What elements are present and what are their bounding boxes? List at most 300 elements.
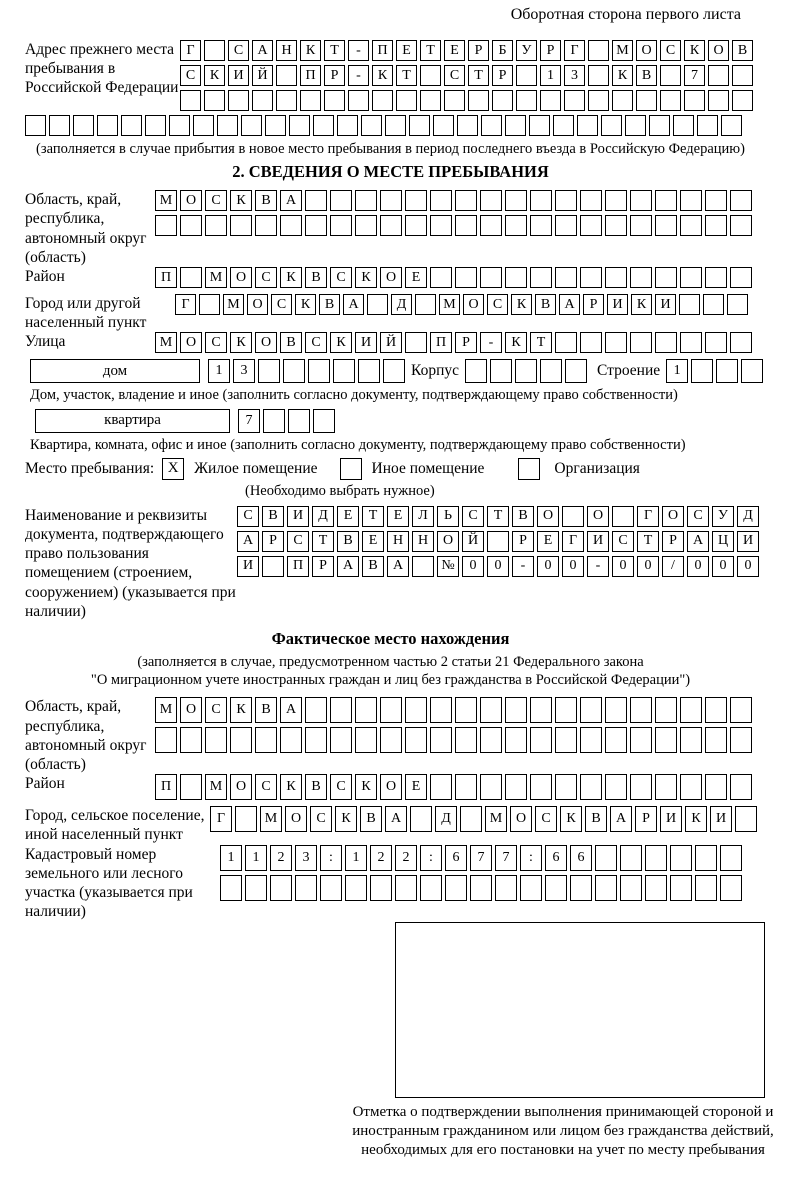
char-cell[interactable]: П <box>430 332 452 353</box>
char-cell[interactable] <box>280 727 302 753</box>
char-cell[interactable] <box>415 294 436 315</box>
char-cell[interactable]: 1 <box>208 359 230 383</box>
char-cell[interactable] <box>460 806 482 832</box>
char-cell[interactable] <box>420 65 441 86</box>
char-cell[interactable] <box>612 90 633 111</box>
char-cell[interactable]: О <box>437 531 459 552</box>
char-cell[interactable] <box>529 115 550 136</box>
char-cell[interactable]: О <box>255 332 277 353</box>
char-cell[interactable] <box>620 875 642 901</box>
char-cell[interactable]: О <box>708 40 729 61</box>
char-cell[interactable]: К <box>631 294 652 315</box>
char-cell[interactable]: О <box>180 332 202 353</box>
char-cell[interactable] <box>25 115 46 136</box>
char-cell[interactable]: С <box>487 294 508 315</box>
char-cell[interactable] <box>228 90 249 111</box>
house-field-box[interactable]: дом <box>30 359 200 383</box>
char-cell[interactable] <box>420 875 442 901</box>
char-cell[interactable] <box>355 697 377 723</box>
char-cell[interactable]: 3 <box>295 845 317 871</box>
char-cell[interactable]: О <box>180 697 202 723</box>
char-cell[interactable] <box>555 727 577 753</box>
char-cell[interactable] <box>660 65 681 86</box>
char-cell[interactable] <box>655 215 677 236</box>
char-cell[interactable]: С <box>205 697 227 723</box>
char-cell[interactable] <box>385 115 406 136</box>
char-cell[interactable] <box>348 90 369 111</box>
char-cell[interactable]: И <box>228 65 249 86</box>
char-cell[interactable] <box>288 409 310 433</box>
char-cell[interactable]: Р <box>583 294 604 315</box>
char-cell[interactable]: К <box>685 806 707 832</box>
char-cell[interactable] <box>255 727 277 753</box>
char-cell[interactable]: И <box>660 806 682 832</box>
char-cell[interactable] <box>555 215 577 236</box>
char-cell[interactable] <box>395 875 417 901</box>
char-cell[interactable]: М <box>439 294 460 315</box>
char-cell[interactable]: О <box>230 774 252 800</box>
char-cell[interactable]: 1 <box>540 65 561 86</box>
char-cell[interactable]: М <box>205 267 227 288</box>
char-cell[interactable] <box>553 115 574 136</box>
char-cell[interactable] <box>235 806 257 832</box>
char-cell[interactable] <box>383 359 405 383</box>
char-cell[interactable] <box>680 190 702 211</box>
char-cell[interactable]: И <box>607 294 628 315</box>
char-cell[interactable] <box>430 190 452 211</box>
char-cell[interactable] <box>580 774 602 800</box>
char-cell[interactable] <box>405 215 427 236</box>
char-cell[interactable] <box>405 697 427 723</box>
char-cell[interactable]: О <box>463 294 484 315</box>
char-cell[interactable] <box>680 267 702 288</box>
char-cell[interactable] <box>695 845 717 871</box>
char-cell[interactable]: С <box>660 40 681 61</box>
char-cell[interactable] <box>595 845 617 871</box>
char-cell[interactable]: Е <box>405 774 427 800</box>
char-cell[interactable] <box>330 190 352 211</box>
char-cell[interactable]: С <box>255 774 277 800</box>
char-cell[interactable]: К <box>372 65 393 86</box>
char-cell[interactable] <box>396 90 417 111</box>
char-cell[interactable] <box>324 90 345 111</box>
char-cell[interactable] <box>330 215 352 236</box>
char-cell[interactable]: : <box>420 845 442 871</box>
char-cell[interactable] <box>480 190 502 211</box>
char-cell[interactable]: / <box>662 556 684 577</box>
char-cell[interactable] <box>465 359 487 383</box>
char-cell[interactable]: Р <box>540 40 561 61</box>
char-cell[interactable] <box>505 215 527 236</box>
char-cell[interactable]: 2 <box>370 845 392 871</box>
char-cell[interactable]: 7 <box>684 65 705 86</box>
char-cell[interactable] <box>430 267 452 288</box>
char-cell[interactable] <box>410 806 432 832</box>
char-cell[interactable]: О <box>285 806 307 832</box>
char-cell[interactable] <box>330 727 352 753</box>
char-cell[interactable] <box>481 115 502 136</box>
char-cell[interactable] <box>305 727 327 753</box>
char-cell[interactable] <box>480 215 502 236</box>
char-cell[interactable]: К <box>355 774 377 800</box>
char-cell[interactable] <box>645 875 667 901</box>
char-cell[interactable] <box>480 774 502 800</box>
char-cell[interactable]: Р <box>455 332 477 353</box>
char-cell[interactable] <box>580 332 602 353</box>
char-cell[interactable]: С <box>535 806 557 832</box>
char-cell[interactable] <box>695 875 717 901</box>
char-cell[interactable]: А <box>337 556 359 577</box>
char-cell[interactable]: Е <box>362 531 384 552</box>
char-cell[interactable] <box>445 875 467 901</box>
char-cell[interactable]: В <box>337 531 359 552</box>
char-cell[interactable] <box>588 65 609 86</box>
char-cell[interactable]: С <box>462 506 484 527</box>
char-cell[interactable]: О <box>662 506 684 527</box>
char-cell[interactable] <box>255 215 277 236</box>
char-cell[interactable] <box>180 267 202 288</box>
char-cell[interactable] <box>289 115 310 136</box>
char-cell[interactable] <box>405 727 427 753</box>
char-cell[interactable]: К <box>295 294 316 315</box>
char-cell[interactable] <box>367 294 388 315</box>
char-cell[interactable]: И <box>737 531 759 552</box>
char-cell[interactable]: В <box>512 506 534 527</box>
char-cell[interactable] <box>705 267 727 288</box>
char-cell[interactable] <box>199 294 220 315</box>
char-cell[interactable] <box>703 294 724 315</box>
char-cell[interactable] <box>355 190 377 211</box>
char-cell[interactable]: Й <box>380 332 402 353</box>
char-cell[interactable]: У <box>516 40 537 61</box>
char-cell[interactable]: М <box>205 774 227 800</box>
char-cell[interactable] <box>345 875 367 901</box>
char-cell[interactable] <box>605 332 627 353</box>
char-cell[interactable] <box>252 90 273 111</box>
char-cell[interactable] <box>721 115 742 136</box>
char-cell[interactable] <box>333 359 355 383</box>
char-cell[interactable] <box>673 115 694 136</box>
char-cell[interactable] <box>49 115 70 136</box>
char-cell[interactable]: А <box>610 806 632 832</box>
char-cell[interactable]: 3 <box>564 65 585 86</box>
char-cell[interactable] <box>490 359 512 383</box>
char-cell[interactable]: С <box>310 806 332 832</box>
char-cell[interactable]: О <box>587 506 609 527</box>
char-cell[interactable] <box>430 697 452 723</box>
char-cell[interactable]: 0 <box>537 556 559 577</box>
char-cell[interactable] <box>313 115 334 136</box>
char-cell[interactable] <box>691 359 713 383</box>
char-cell[interactable] <box>455 697 477 723</box>
char-cell[interactable]: С <box>255 267 277 288</box>
char-cell[interactable] <box>505 190 527 211</box>
char-cell[interactable]: 3 <box>233 359 255 383</box>
char-cell[interactable] <box>555 697 577 723</box>
char-cell[interactable]: С <box>330 774 352 800</box>
char-cell[interactable] <box>313 409 335 433</box>
char-cell[interactable] <box>245 875 267 901</box>
char-cell[interactable]: 0 <box>637 556 659 577</box>
char-cell[interactable]: 0 <box>462 556 484 577</box>
char-cell[interactable]: А <box>343 294 364 315</box>
char-cell[interactable]: 7 <box>495 845 517 871</box>
char-cell[interactable]: И <box>655 294 676 315</box>
char-cell[interactable]: Л <box>412 506 434 527</box>
char-cell[interactable]: Д <box>737 506 759 527</box>
char-cell[interactable]: Д <box>312 506 334 527</box>
char-cell[interactable] <box>155 727 177 753</box>
char-cell[interactable]: А <box>385 806 407 832</box>
char-cell[interactable] <box>735 806 757 832</box>
char-cell[interactable] <box>580 215 602 236</box>
char-cell[interactable]: Г <box>175 294 196 315</box>
char-cell[interactable] <box>516 65 537 86</box>
char-cell[interactable]: В <box>585 806 607 832</box>
char-cell[interactable]: О <box>537 506 559 527</box>
char-cell[interactable] <box>205 727 227 753</box>
char-cell[interactable] <box>241 115 262 136</box>
char-cell[interactable] <box>505 697 527 723</box>
char-cell[interactable] <box>730 774 752 800</box>
char-cell[interactable] <box>361 115 382 136</box>
char-cell[interactable] <box>630 215 652 236</box>
char-cell[interactable] <box>732 90 753 111</box>
char-cell[interactable]: С <box>687 506 709 527</box>
char-cell[interactable] <box>670 875 692 901</box>
char-cell[interactable] <box>605 190 627 211</box>
char-cell[interactable] <box>605 774 627 800</box>
char-cell[interactable] <box>530 697 552 723</box>
char-cell[interactable] <box>530 727 552 753</box>
char-cell[interactable] <box>605 727 627 753</box>
char-cell[interactable]: № <box>437 556 459 577</box>
char-cell[interactable] <box>605 697 627 723</box>
char-cell[interactable] <box>588 40 609 61</box>
char-cell[interactable]: Н <box>387 531 409 552</box>
char-cell[interactable] <box>380 697 402 723</box>
char-cell[interactable] <box>505 774 527 800</box>
char-cell[interactable]: М <box>155 190 177 211</box>
char-cell[interactable] <box>193 115 214 136</box>
char-cell[interactable]: Р <box>662 531 684 552</box>
char-cell[interactable]: С <box>228 40 249 61</box>
char-cell[interactable] <box>230 215 252 236</box>
char-cell[interactable] <box>300 90 321 111</box>
char-cell[interactable] <box>355 215 377 236</box>
char-cell[interactable] <box>580 727 602 753</box>
char-cell[interactable]: Н <box>412 531 434 552</box>
char-cell[interactable]: 6 <box>570 845 592 871</box>
char-cell[interactable]: К <box>505 332 527 353</box>
char-cell[interactable] <box>705 215 727 236</box>
char-cell[interactable]: С <box>271 294 292 315</box>
char-cell[interactable]: Р <box>312 556 334 577</box>
char-cell[interactable]: К <box>335 806 357 832</box>
char-cell[interactable] <box>480 727 502 753</box>
char-cell[interactable] <box>601 115 622 136</box>
char-cell[interactable]: В <box>360 806 382 832</box>
char-cell[interactable] <box>358 359 380 383</box>
char-cell[interactable] <box>580 190 602 211</box>
char-cell[interactable] <box>73 115 94 136</box>
char-cell[interactable]: Т <box>396 65 417 86</box>
char-cell[interactable]: Р <box>324 65 345 86</box>
char-cell[interactable]: Г <box>637 506 659 527</box>
char-cell[interactable]: 1 <box>666 359 688 383</box>
char-cell[interactable] <box>625 115 646 136</box>
char-cell[interactable] <box>612 506 634 527</box>
char-cell[interactable] <box>588 90 609 111</box>
char-cell[interactable]: К <box>511 294 532 315</box>
char-cell[interactable] <box>457 115 478 136</box>
char-cell[interactable]: И <box>237 556 259 577</box>
char-cell[interactable] <box>670 845 692 871</box>
char-cell[interactable] <box>680 774 702 800</box>
char-cell[interactable] <box>121 115 142 136</box>
char-cell[interactable]: Р <box>492 65 513 86</box>
char-cell[interactable] <box>655 697 677 723</box>
char-cell[interactable]: Т <box>312 531 334 552</box>
char-cell[interactable] <box>305 190 327 211</box>
char-cell[interactable]: В <box>535 294 556 315</box>
char-cell[interactable] <box>716 359 738 383</box>
char-cell[interactable]: Е <box>444 40 465 61</box>
char-cell[interactable]: Р <box>468 40 489 61</box>
char-cell[interactable]: О <box>180 190 202 211</box>
char-cell[interactable] <box>305 697 327 723</box>
char-cell[interactable]: Т <box>420 40 441 61</box>
apartment-field-box[interactable]: квартира <box>35 409 230 433</box>
char-cell[interactable] <box>505 115 526 136</box>
char-cell[interactable]: М <box>485 806 507 832</box>
char-cell[interactable] <box>555 774 577 800</box>
char-cell[interactable]: У <box>712 506 734 527</box>
char-cell[interactable]: П <box>155 267 177 288</box>
char-cell[interactable]: Е <box>337 506 359 527</box>
char-cell[interactable] <box>204 90 225 111</box>
char-cell[interactable] <box>570 875 592 901</box>
char-cell[interactable] <box>679 294 700 315</box>
char-cell[interactable] <box>280 215 302 236</box>
char-cell[interactable] <box>630 332 652 353</box>
char-cell[interactable]: К <box>280 774 302 800</box>
char-cell[interactable] <box>564 90 585 111</box>
char-cell[interactable] <box>530 774 552 800</box>
char-cell[interactable] <box>180 215 202 236</box>
char-cell[interactable] <box>684 90 705 111</box>
char-cell[interactable]: Т <box>530 332 552 353</box>
char-cell[interactable] <box>412 556 434 577</box>
char-cell[interactable]: Е <box>537 531 559 552</box>
char-cell[interactable] <box>630 697 652 723</box>
char-cell[interactable] <box>730 190 752 211</box>
char-cell[interactable]: Д <box>435 806 457 832</box>
char-cell[interactable]: - <box>512 556 534 577</box>
char-cell[interactable]: К <box>230 697 252 723</box>
char-cell[interactable] <box>720 845 742 871</box>
char-cell[interactable] <box>540 90 561 111</box>
char-cell[interactable] <box>720 875 742 901</box>
char-cell[interactable]: Г <box>562 531 584 552</box>
char-cell[interactable] <box>430 727 452 753</box>
char-cell[interactable] <box>655 727 677 753</box>
char-cell[interactable] <box>605 215 627 236</box>
char-cell[interactable] <box>276 90 297 111</box>
char-cell[interactable] <box>636 90 657 111</box>
char-cell[interactable] <box>680 332 702 353</box>
char-cell[interactable] <box>270 875 292 901</box>
char-cell[interactable]: О <box>636 40 657 61</box>
char-cell[interactable]: 0 <box>737 556 759 577</box>
char-cell[interactable]: - <box>348 65 369 86</box>
char-cell[interactable]: К <box>330 332 352 353</box>
char-cell[interactable] <box>605 267 627 288</box>
char-cell[interactable]: 7 <box>238 409 260 433</box>
char-cell[interactable]: Ц <box>712 531 734 552</box>
char-cell[interactable]: С <box>330 267 352 288</box>
char-cell[interactable]: Й <box>252 65 273 86</box>
char-cell[interactable]: И <box>587 531 609 552</box>
char-cell[interactable]: М <box>260 806 282 832</box>
char-cell[interactable] <box>220 875 242 901</box>
char-cell[interactable]: Е <box>387 506 409 527</box>
char-cell[interactable] <box>180 90 201 111</box>
char-cell[interactable]: К <box>230 190 252 211</box>
char-cell[interactable] <box>405 332 427 353</box>
char-cell[interactable] <box>516 90 537 111</box>
char-cell[interactable]: В <box>319 294 340 315</box>
char-cell[interactable]: В <box>305 774 327 800</box>
char-cell[interactable]: П <box>372 40 393 61</box>
char-cell[interactable]: Т <box>468 65 489 86</box>
char-cell[interactable]: 7 <box>470 845 492 871</box>
char-cell[interactable] <box>655 332 677 353</box>
char-cell[interactable] <box>655 267 677 288</box>
char-cell[interactable]: М <box>223 294 244 315</box>
char-cell[interactable] <box>405 190 427 211</box>
char-cell[interactable] <box>555 190 577 211</box>
char-cell[interactable] <box>505 727 527 753</box>
char-cell[interactable]: К <box>300 40 321 61</box>
char-cell[interactable] <box>487 531 509 552</box>
char-cell[interactable]: А <box>559 294 580 315</box>
checkbox-organization[interactable] <box>518 458 540 480</box>
char-cell[interactable]: А <box>280 697 302 723</box>
char-cell[interactable] <box>730 727 752 753</box>
char-cell[interactable] <box>283 359 305 383</box>
char-cell[interactable] <box>545 875 567 901</box>
char-cell[interactable] <box>730 215 752 236</box>
char-cell[interactable] <box>295 875 317 901</box>
checkbox-residential[interactable]: X <box>162 458 184 480</box>
char-cell[interactable] <box>370 875 392 901</box>
char-cell[interactable]: А <box>237 531 259 552</box>
char-cell[interactable] <box>430 215 452 236</box>
char-cell[interactable] <box>540 359 562 383</box>
char-cell[interactable]: В <box>262 506 284 527</box>
char-cell[interactable] <box>555 332 577 353</box>
char-cell[interactable] <box>680 697 702 723</box>
char-cell[interactable]: М <box>612 40 633 61</box>
char-cell[interactable]: Т <box>324 40 345 61</box>
char-cell[interactable]: С <box>612 531 634 552</box>
char-cell[interactable] <box>565 359 587 383</box>
char-cell[interactable] <box>580 697 602 723</box>
char-cell[interactable] <box>337 115 358 136</box>
char-cell[interactable] <box>180 774 202 800</box>
char-cell[interactable]: О <box>230 267 252 288</box>
